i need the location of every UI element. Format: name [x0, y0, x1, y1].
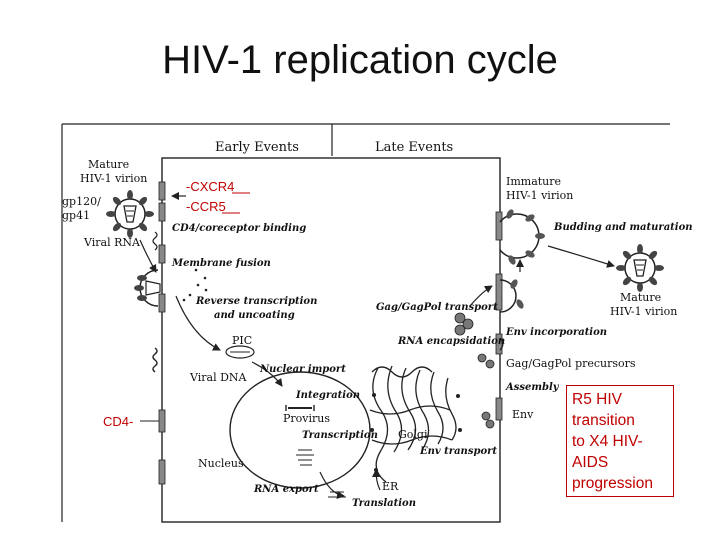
label-mature-out: Mature: [620, 291, 662, 304]
label-uncoating: and uncoating: [214, 310, 295, 321]
mature-virion-icon: [106, 190, 154, 238]
label-env-incorporation: Env incorporation: [506, 327, 608, 338]
label-integration: Integration: [296, 390, 361, 401]
label-rna-export: RNA export: [254, 484, 319, 495]
label-translation: Translation: [352, 498, 416, 509]
annotation-cxcr4: -CXCR4: [186, 179, 235, 194]
r5-line-4: AIDS: [572, 454, 609, 471]
r5-line-3: to X4 HIV-: [572, 433, 643, 450]
label-immature-virion: Immature: [506, 175, 562, 188]
label-env-transport: Env transport: [420, 446, 498, 457]
label-viral-rna: Viral RNA: [84, 236, 140, 249]
coreceptor-icon: [153, 348, 157, 372]
label-assembly: Assembly: [506, 382, 559, 393]
label-env: Env: [512, 408, 534, 421]
pic-icon: [226, 346, 254, 358]
label-er: ER: [382, 480, 399, 493]
label-gp41: gp41: [62, 209, 91, 222]
label-pic: PIC: [232, 334, 253, 347]
golgi-er-icon: [370, 366, 456, 482]
annotation-ccr5: -CCR5: [186, 199, 226, 214]
label-mature-virion-2: HIV-1 virion: [80, 172, 148, 185]
label-nucleus: Nucleus: [198, 457, 244, 470]
label-viral-dna: Viral DNA: [190, 371, 247, 384]
label-rna-encapsidation: RNA encapsidation: [398, 336, 506, 347]
label-gag-transport: Gag/GagPol transport: [376, 302, 498, 313]
flow-arrows: [140, 196, 614, 496]
label-cd4-binding: CD4/coreceptor binding: [172, 223, 307, 234]
label-reverse-transcription: Reverse transcription: [196, 296, 318, 307]
label-budding: Budding and maturation: [554, 222, 693, 233]
r5-line-2: transition: [572, 412, 635, 429]
env-proteins: [496, 212, 502, 420]
label-mature-virion: Mature: [88, 158, 130, 171]
mature-virion-out-icon: [616, 244, 664, 292]
label-nuclear-import: Nuclear import: [260, 364, 346, 375]
gag-precursor-icon: [455, 313, 494, 428]
budding-spikes: [505, 208, 545, 310]
header-late-events: Late Events: [375, 140, 454, 155]
label-provirus: Provirus: [283, 412, 331, 425]
r5-x4-transition-note: [566, 385, 674, 497]
slide-title: HIV-1 replication cycle: [162, 38, 558, 82]
fusing-virion-icon: [134, 270, 160, 306]
header-early-events: Early Events: [215, 140, 299, 155]
r5-line-1: R5 HIV: [572, 391, 622, 408]
label-membrane-fusion: Membrane fusion: [172, 258, 271, 269]
annotation-cd4: CD4-: [103, 414, 134, 429]
label-immature-virion-2: HIV-1 virion: [506, 189, 574, 202]
viral-rna-icon: [153, 232, 157, 250]
label-transcription: Transcription: [302, 430, 378, 441]
label-gag-precursors: Gag/GagPol precursors: [506, 357, 636, 370]
label-golgi: Golgi: [398, 428, 428, 441]
r5-line-5: progression: [572, 475, 653, 492]
label-mature-out-2: HIV-1 virion: [610, 305, 678, 318]
provirus-icon: [286, 405, 314, 411]
label-gp120: gp120/: [62, 195, 101, 208]
